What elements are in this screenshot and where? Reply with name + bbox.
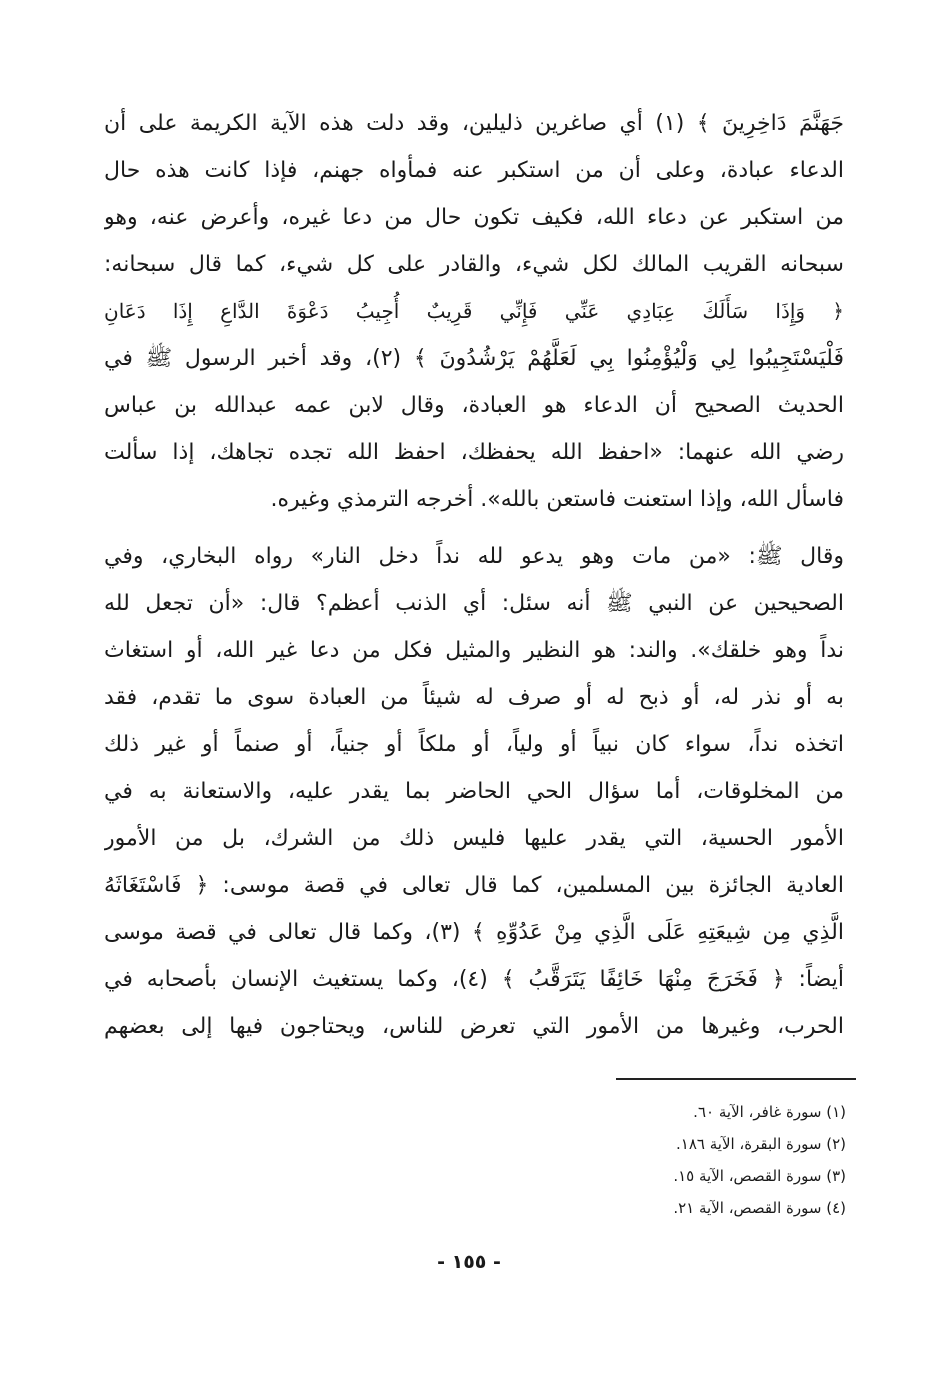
text-line: الَّذِي مِن شِيعَتِهِ عَلَى الَّذِي مِنْ عَدُوِّهِ ﴾ (٣)، وكما قال تعالى في قصة موسى xyxy=(104,920,844,945)
text-line: أيضاً: ﴿ فَخَرَجَ مِنْهَا خَائِفًا يَتَرَقَّبُ ﴾ (٤)، وكما يستغيث الإنسان بأصحابه في xyxy=(104,967,844,992)
text-line: جَهَنَّمَ دَاخِرِينَ ﴾ (١) أي صاغرين ذليلين، وقد دلت هذه الآية الكريمة على أن xyxy=(104,111,844,136)
footnotes xyxy=(426,1096,846,1224)
text-line: من استكبر عن دعاء الله، فكيف تكون حال من دعا غيره، وأعرض عنه، وهو xyxy=(104,205,844,230)
text-line: نداً وهو خلقك». والند: هو النظير والمثيل فكل من دعا غير الله، أو استغاث xyxy=(104,638,844,663)
text-line: اتخذه نداً، سواء كان نبياً أو ولياً، أو ملكاً أو جنياً، أو صنماً أو غير ذلك xyxy=(104,732,844,757)
page-number: - ١٥٥ - xyxy=(437,1251,501,1273)
footnote-divider xyxy=(616,1078,856,1080)
text-line: الأمور الحسية، التي يقدر عليها فليس ذلك من الشرك، بل من الأمور xyxy=(104,826,844,851)
text-line: فاسأل الله، وإذا استعنت فاستعن بالله». أخرجه الترمذي وغيره. xyxy=(270,487,844,512)
quran-verse-line: ﴿ وَإِذَا سَأَلَكَ عِبَادِي عَنِّي فَإِنِّي قَرِيبٌ أُجِيبُ دَعْوَةَ الدَّاعِ إِذَا دَعَانِ xyxy=(104,299,844,323)
text-line: فَلْيَسْتَجِيبُوا لِي وَلْيُؤْمِنُوا بِي لَعَلَّهُمْ يَرْشُدُونَ ﴾ (٢)، وقد أخبر الرسول ﷺ في xyxy=(104,346,844,371)
text-line: الصحيحين عن النبي ﷺ أنه سئل: أي الذنب أعظم؟ قال: «أن تجعل لله xyxy=(104,591,844,616)
text-line: الحرب، وغيرها من الأمور التي تعرض للناس، ويحتاجون فيها إلى بعضهم xyxy=(104,1014,844,1039)
text-line: به أو نذر له، أو ذبح له أو صرف له شيئاً من العبادة سوى ما تقدم، فقد xyxy=(104,685,844,710)
text-line: سبحانه القريب المالك لكل شيء، والقادر على كل شيء، كما قال سبحانه: xyxy=(104,252,844,277)
text-line: الدعاء عبادة، وعلى أن من استكبر عنه فمأواه جهنم، فإذا كانت هذه حال xyxy=(104,158,844,183)
main-text xyxy=(104,100,844,1050)
text-line: رضي الله عنهما: «احفظ الله يحفظك، احفظ الله تجده تجاهك، إذا سألت xyxy=(104,440,844,465)
footnote-item: (٣) سورة القصص، الآية ١٥. xyxy=(673,1167,846,1185)
footnote-item: (١) سورة غافر، الآية ٦٠. xyxy=(693,1103,846,1121)
footnote-item: (٤) سورة القصص، الآية ٢١. xyxy=(673,1199,846,1217)
text-line: من المخلوقات، أما سؤال الحي الحاضر بما يقدر عليه، والاستعانة به في xyxy=(104,779,844,804)
text-line: العادية الجائزة بين المسلمين، كما قال تعالى في قصة موسى: ﴿ فَاسْتَغَاثَهُ xyxy=(104,873,844,898)
paragraph-start-line: وقال ﷺ: «من مات وهو يدعو لله نداً دخل النار» رواه البخاري، وفي xyxy=(104,544,844,569)
text-line: الحديث الصحيح أن الدعاء هو العبادة، وقال لابن عمه عبدالله بن عباس xyxy=(104,393,844,418)
footnote-item: (٢) سورة البقرة، الآية ١٨٦. xyxy=(676,1135,846,1153)
